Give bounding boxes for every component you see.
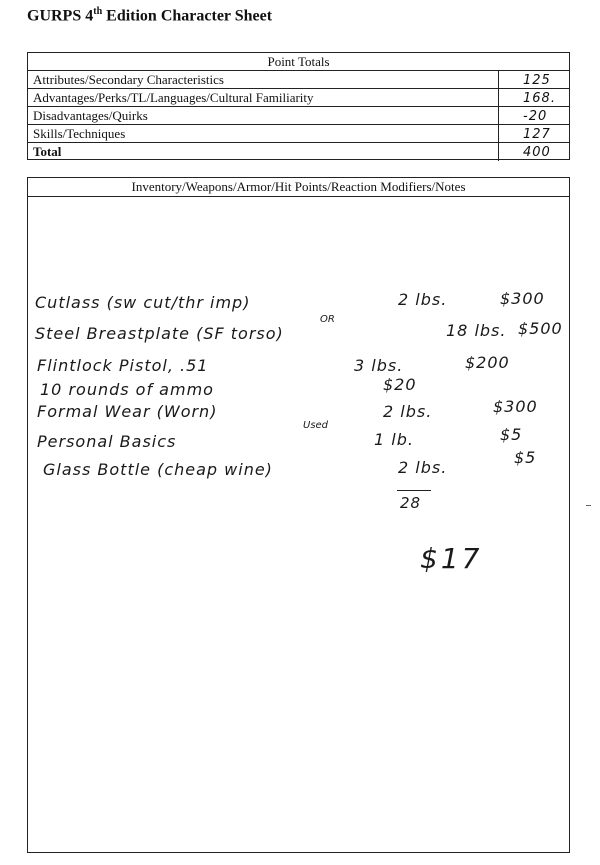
item-name: Personal Basics — [37, 432, 177, 451]
inventory-header: Inventory/Weapons/Armor/Hit Points/Reaction Modifiers/Notes — [28, 178, 569, 197]
item-note: OR — [320, 314, 335, 325]
item-name: 10 rounds of ammo — [40, 380, 214, 399]
item-cost: $5 — [500, 425, 523, 444]
item-name: Formal Wear (Worn) — [37, 402, 218, 421]
point-row-label: Total — [33, 144, 62, 159]
item-cost: $200 — [465, 353, 510, 372]
item-weight: 2 lbs. — [398, 290, 448, 309]
item-cost: $500 — [518, 319, 563, 338]
point-row-value-cell[interactable] — [498, 125, 570, 142]
weight-total: 28 — [400, 494, 422, 512]
title-main: GURPS 4 — [27, 7, 94, 25]
point-row-label: Advantages/Perks/TL/Languages/Cultural Familiarity — [33, 90, 314, 105]
point-row-total — [28, 143, 569, 161]
inventory-box[interactable] — [27, 177, 570, 853]
title-superscript: th — [93, 6, 103, 17]
item-weight: 2 lbs. — [398, 458, 448, 477]
item-cost: $20 — [383, 375, 417, 394]
point-row-value: 127 — [523, 127, 551, 142]
item-note: Used — [303, 420, 329, 431]
page-title — [27, 6, 272, 25]
point-totals-header: Point Totals — [28, 53, 569, 71]
point-row-value: 125 — [523, 73, 551, 88]
item-weight: 1 lb. — [374, 430, 414, 449]
point-row-value-cell[interactable] — [498, 71, 570, 88]
point-row-value: 168. — [523, 91, 556, 106]
point-row-label: Attributes/Secondary Characteristics — [33, 72, 224, 87]
item-name: Glass Bottle (cheap wine) — [43, 460, 273, 479]
item-cost: $5 — [514, 448, 537, 467]
point-row-value-cell[interactable] — [498, 89, 570, 106]
item-cost: $300 — [500, 289, 545, 308]
point-row-value: -20 — [523, 109, 548, 124]
stray-mark — [586, 505, 591, 506]
item-cost: $300 — [493, 397, 538, 416]
item-weight: 2 lbs. — [383, 402, 433, 421]
point-row-label: Skills/Techniques — [33, 126, 126, 141]
point-row-skills — [28, 125, 569, 143]
point-totals-table — [27, 52, 570, 160]
item-name: Cutlass (sw cut/thr imp) — [35, 293, 251, 312]
item-name: Steel Breastplate (SF torso) — [35, 324, 284, 343]
point-row-value: 400 — [523, 145, 551, 160]
point-row-advantages — [28, 89, 569, 107]
money-left: $17 — [420, 542, 483, 575]
point-row-value-cell[interactable] — [498, 143, 570, 161]
point-row-attributes — [28, 71, 569, 89]
title-rest: Edition Character Sheet — [102, 7, 273, 25]
item-weight: 18 lbs. — [446, 321, 507, 340]
point-row-label: Disadvantages/Quirks — [33, 108, 148, 123]
point-row-disadvantages — [28, 107, 569, 125]
item-name: Flintlock Pistol, .51 — [37, 356, 209, 375]
item-weight: 3 lbs. — [354, 356, 404, 375]
point-row-value-cell[interactable] — [498, 107, 570, 124]
sum-underline — [397, 490, 431, 491]
